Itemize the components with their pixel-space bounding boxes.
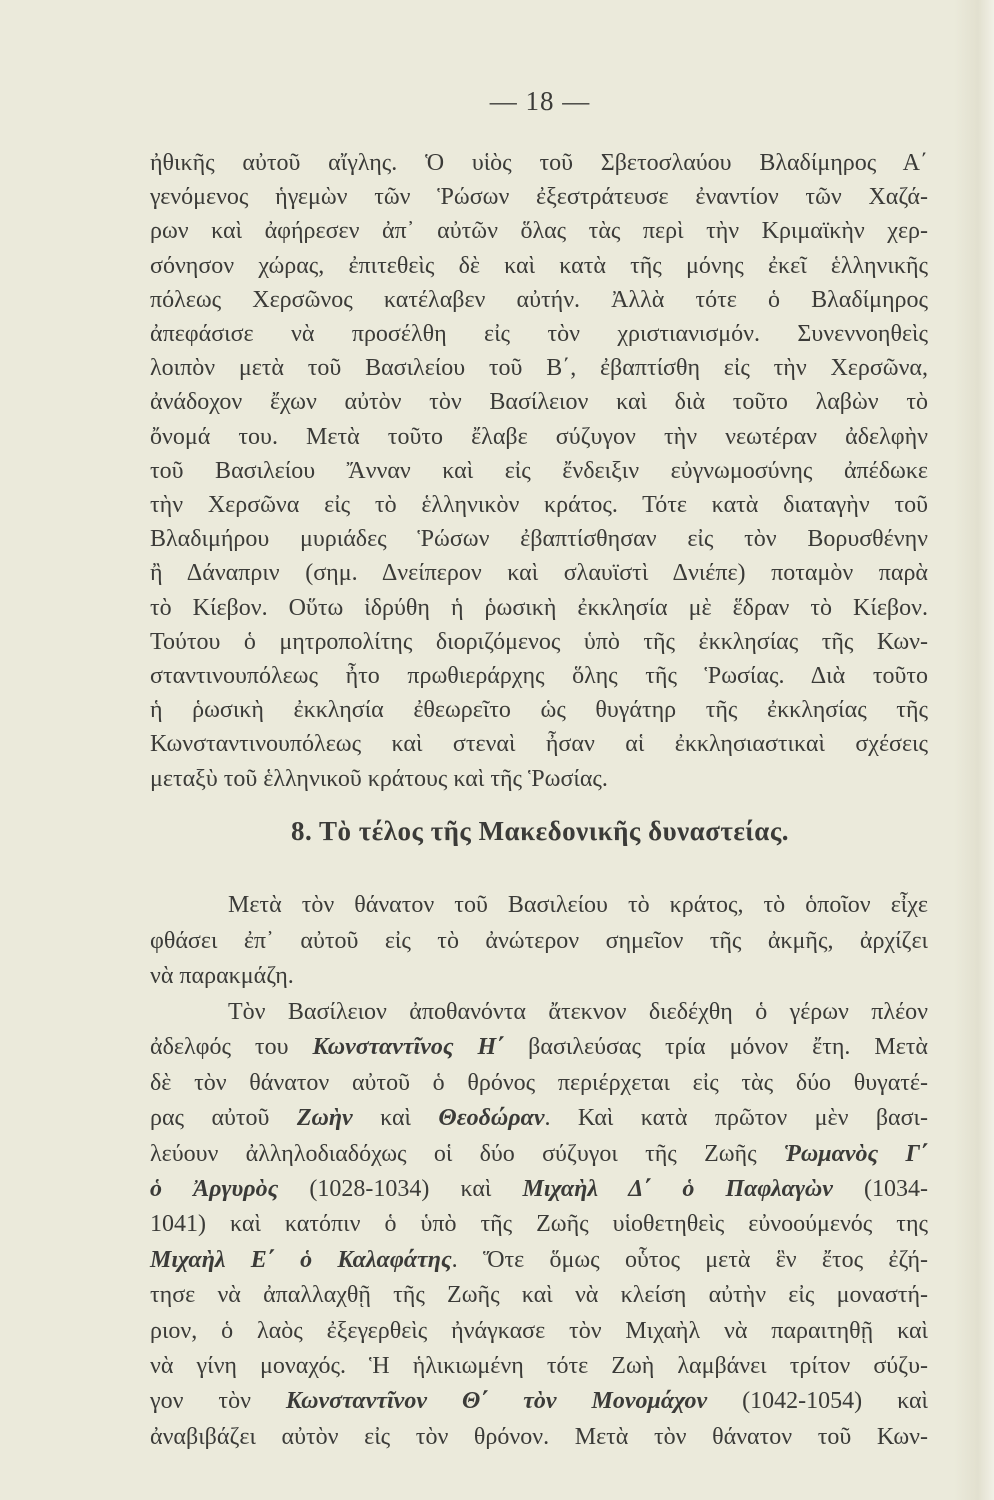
text-segment: μεταξὺ τοῦ ἑλληνικοῦ κράτους καὶ τῆς Ῥωσίας. <box>150 765 608 792</box>
text-segment: Βλαδιμήρου μυριάδες Ῥώσων ἐβαπτίσθησαν εἰς τὸν Βορυσθένην <box>150 526 928 553</box>
text-segment: γενόμενος ἡγεμὼν τῶν Ῥώσων ἐξεστράτευσε ἐναντίον τῶν Χαζά- <box>150 184 928 211</box>
text-line <box>150 1245 928 1275</box>
text-segment: φθάσει ἐπ᾽ αὐτοῦ εἰς τὸ ἀνώτερον σημεῖον τῆς ἀκμῆς, ἀρχίζει <box>150 927 928 954</box>
page-edge-shadow <box>954 0 994 1500</box>
text-segment: πόλεως Χερσῶνος κατέλαβεν αὐτήν. Ἀλλὰ τότε ὁ Βλαδίμηρος <box>150 286 928 313</box>
text-line <box>150 1422 928 1452</box>
text-segment: ὄνομά του. Μετὰ τοῦτο ἔλαβε σύζυγον τὴν νεωτέραν ἀδελφὴν <box>150 423 928 450</box>
text-segment: 1041) καὶ κατόπιν ὁ ὑπὸ τῆς Ζωῆς υἱοθετηθεὶς εὐνοούμενός της <box>150 1211 928 1238</box>
text-line <box>150 1103 928 1133</box>
text-line <box>150 593 928 623</box>
text-segment: νὰ γίνη μοναχός. Ἡ ἡλικιωμένη τότε Ζωὴ λαμβάνει τρίτον σύζυ- <box>150 1353 928 1379</box>
text-segment: ριον, ὁ λαὸς ἐξεγερθεὶς ἠνάγκασε τὸν Μιχαὴλ νὰ παραιτηθῇ καὶ <box>150 1317 928 1344</box>
text-line <box>150 926 928 956</box>
text-line <box>150 661 928 691</box>
text-line <box>150 319 928 349</box>
text-segment: γον τὸν <box>150 1388 286 1415</box>
text-segment: ρας αὐτοῦ <box>150 1105 297 1132</box>
text-segment: σόνησον χώρας, ἐπιτεθεὶς δὲ καὶ κατὰ τῆς μόνης ἐκεῖ ἑλληνικῆς <box>150 252 928 279</box>
page-number: — 18 — <box>489 86 591 116</box>
text-line <box>150 182 928 212</box>
text-line <box>150 890 928 920</box>
text-line <box>150 1068 928 1098</box>
text-segment: Μετὰ τὸν θάνατον τοῦ Βασιλείου τὸ κράτος, τὸ ὁποῖον εἶχε <box>228 892 928 918</box>
text-line <box>150 997 928 1027</box>
text-line <box>150 524 928 554</box>
text-line <box>150 558 928 588</box>
emphasized-name: Ῥωμανὸς Γ΄ <box>783 1140 928 1167</box>
text-segment: ἡ ῥωσικὴ ἐκκλησία ἐθεωρεῖτο ὡς θυγάτηρ τῆς ἐκκλησίας τῆς <box>150 697 928 724</box>
emphasized-name: Μιχαὴλ Δ΄ ὁ Παφλαγὼν <box>522 1176 833 1202</box>
text-segment: τὴν Χερσῶνα εἰς τὸ ἑλληνικὸν κράτος. Τότε κατὰ διαταγὴν τοῦ <box>150 492 928 518</box>
text-segment: βασιλεύσας τρία μόνον ἔτη. Μετὰ <box>504 1034 928 1061</box>
text-segment: σταντινουπόλεως ἦτο πρωθιεράρχης ὅλης τῆς Ῥωσίας. Διὰ τοῦτο <box>150 663 928 689</box>
text-line <box>150 1280 928 1310</box>
text-line <box>150 729 928 759</box>
text-segment: Τούτου ὁ μητροπολίτης διοριζόμενος ὑπὸ τῆς ἐκκλησίας τῆς Κων- <box>150 628 928 655</box>
emphasized-name: Ζωὴν <box>296 1105 353 1132</box>
text-line <box>150 961 928 991</box>
text-line <box>150 695 928 725</box>
text-line <box>150 285 928 315</box>
text-segment: Τὸν Βασίλειον ἀποθανόντα ἄτεκνον διεδέχθη ὁ γέρων πλέον <box>228 999 928 1025</box>
text-segment: δὲ τὸν θάνατον αὐτοῦ ὁ θρόνος περιέρχεται εἰς τὰς δύο θυγατέ- <box>150 1069 928 1096</box>
text-line <box>150 1209 928 1239</box>
text-line <box>150 251 928 281</box>
text-segment: λεύουν ἀλληλοδιαδόχως οἱ δύο σύζυγοι τῆς Ζωῆς <box>150 1140 784 1167</box>
emphasized-name: ὁ Ἀργυρὸς <box>150 1176 279 1202</box>
text-line <box>150 456 928 486</box>
text-line <box>150 490 928 520</box>
text-segment: ἀπεφάσισε νὰ προσέλθη εἰς τὸν χριστιανισμόν. Συνεννοηθεὶς <box>150 321 928 347</box>
text-line <box>150 1032 928 1062</box>
text-segment: . Καὶ κατὰ πρῶτον μὲν βασι- <box>544 1105 928 1132</box>
text-line <box>150 1351 928 1381</box>
text-segment: καὶ <box>352 1105 439 1132</box>
text-line <box>150 387 928 417</box>
text-segment: (1042-1054) καὶ <box>707 1388 929 1415</box>
text-segment: ἀδελφός του <box>150 1034 313 1061</box>
text-segment: λοιπὸν μετὰ τοῦ Βασιλείου τοῦ Β΄, ἐβαπτίσθη εἰς τὴν Χερσῶνα, <box>150 355 928 382</box>
text-line <box>150 148 928 178</box>
text-segment: ἢ Δάναπριν (σημ. Δνείπερον καὶ σλαυϊστὶ Δνιέπε) ποταμὸν παρὰ <box>150 560 928 587</box>
emphasized-name: Κωνσταντῖνον Θ΄ τὸν Μονομάχον <box>285 1388 708 1415</box>
text-segment: νὰ παρακμάζη. <box>150 963 294 989</box>
text-segment: ρων καὶ ἀφήρεσεν ἀπ᾽ αὐτῶν ὅλας τὰς περὶ τὴν Κριμαϊκὴν χερ- <box>150 218 928 245</box>
emphasized-name: Κωνσταντῖνος Η΄ <box>312 1034 505 1061</box>
text-line <box>150 422 928 452</box>
text-segment: ἀνάδοχον ἔχων αὐτὸν τὸν Βασίλειον καὶ διὰ τοῦτο λαβὼν τὸ <box>150 389 928 416</box>
emphasized-name: Θεοδώραν <box>438 1105 545 1132</box>
text-line <box>150 627 928 657</box>
text-line <box>150 216 928 246</box>
text-line <box>150 1316 928 1346</box>
text-segment: Κωνσταντινουπόλεως καὶ στεναὶ ἦσαν αἱ ἐκκλησιαστικαὶ σχέσεις <box>150 731 928 758</box>
text-segment: τοῦ Βασιλείου Ἄνναν καὶ εἰς ἔνδειξιν εὐγνωμοσύνης ἀπέδωκε <box>150 457 928 484</box>
text-segment: . Ὅτε ὅμως οὗτος μετὰ ἓν ἔτος ἐζή- <box>451 1246 929 1273</box>
text-segment: τὸ Κίεβον. Οὕτω ἱδρύθη ἡ ῥωσικὴ ἐκκλησία μὲ ἕδραν τὸ Κίεβον. <box>150 594 928 621</box>
text-line <box>150 1386 928 1416</box>
text-line <box>150 1139 928 1169</box>
text-line <box>150 353 928 383</box>
text-line <box>150 764 928 794</box>
text-segment: (1034- <box>832 1176 929 1202</box>
text-segment: ἀναβιβάζει αὐτὸν εἰς τὸν θρόνον. Μετὰ τὸν θάνατον τοῦ Κων- <box>150 1423 928 1450</box>
section-heading: 8. Τὸ τέλος τῆς Μακεδονικῆς δυναστείας. <box>291 816 789 846</box>
text-segment: τησε νὰ ἀπαλλαχθῇ τῆς Ζωῆς καὶ νὰ κλείση αὐτὴν εἰς μοναστή- <box>150 1282 928 1309</box>
text-line <box>150 1174 928 1204</box>
text-segment: (1028-1034) καὶ <box>278 1176 523 1202</box>
text-segment: ἠθικῆς αὐτοῦ αἴγλης. Ὁ υἱὸς τοῦ Σβετοσλαύου Βλαδίμηρος Α΄ <box>150 150 928 176</box>
emphasized-name: Μιχαὴλ Ε΄ ὁ Καλαφάτης <box>150 1246 452 1273</box>
